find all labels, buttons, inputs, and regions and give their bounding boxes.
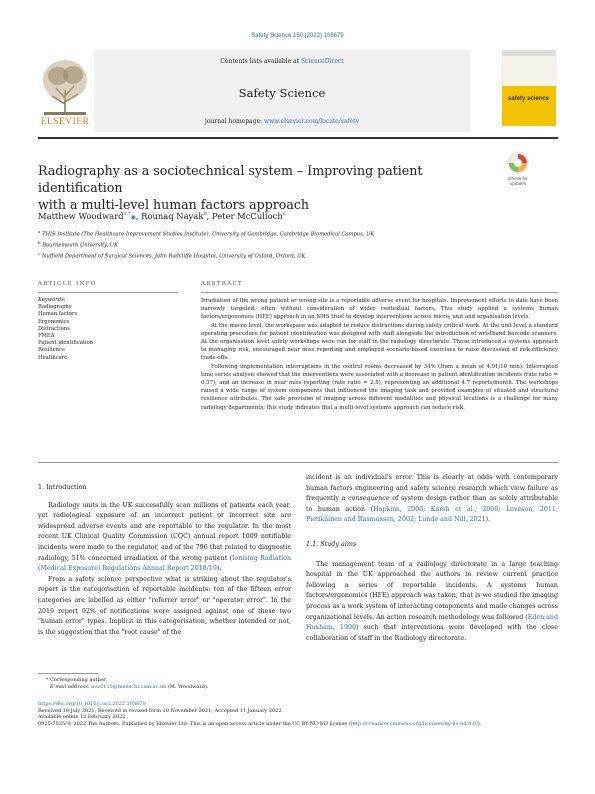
- badge-line-2: updates: [509, 181, 527, 187]
- body-paragraph: Radiology units in the UK successfully scan millions of patients each year, yet radiological exposure of an incorrect patient or incorrect site are widespread adverse events and are reportable to the regulator. In the most recent UK Clinical Quality Commission (CQC) annual report 1009 notifiable incidents were made to the regulator, and of the 796 that related to diagnostic radiology, 51% concerned irradiation of the wrong patient (Ionising Radiation (Medical Exposure) Regulations Annual Report 2018/19).: [38, 501, 291, 573]
- email-name: (M. Woodward).: [166, 683, 209, 690]
- check-for-updates-badge[interactable]: [500, 150, 536, 188]
- available-online: Available online 12 February 2022: [38, 714, 126, 721]
- abstract-paragraph: Following implementation interruptions in the control rooms decreased by 34% (from a mean of 4.91/10 min). Interrupted time series analysis showed that the interventions were associated with a decrease in patient identification incidents (rate ratio = 0.37), and an increase in near miss reporting (rate ratio = 2.5), representing an additional 4.7 reports/month. The workshops raised a wide range of system components that influenced the imaging task and provided examples of situated and structural resilience attributes. The safe provision of imaging across different modalities and physical locations is a challenge for many radiology departments; this study indicates that a multi-level systems approach can reduce risk.: [201, 363, 558, 411]
- body-paragraph: From a safety science perspective what is striking about the regulator's report is the categorisation of reportable incidents: ten of the fifteen error categories are labelled as either "referrer error" or "operator error". In the 2019 report 92% of notifications were assigned against one of these two "human error" types. Implicit in this categorisation, whether intended or not, is the suggestion that the "root cause" of the: [38, 575, 291, 636]
- publication-info: [38, 701, 558, 727]
- orcid-icon[interactable]: ◉: [130, 214, 136, 221]
- affiliation: $^c$ Nuffield Department of Surgical Sciences, John Radcliffe Hospital, University of Oxford, Oxford, UK: [38, 250, 306, 260]
- abstract-end-rule: [38, 462, 558, 463]
- affiliations: [38, 228, 558, 261]
- keyword: Patient identification: [38, 340, 94, 347]
- keyword: Ergonomics: [38, 318, 70, 325]
- affiliation: $^b$ Bournemouth University, UK: [38, 239, 118, 249]
- abstract-heading: ABSTRACT: [201, 281, 244, 287]
- citation-link[interactable]: Hopkins, 2006; Karsh et al., 2006; Leveson, 2011; Pietikäinen and Rasmussen, 2002; Lunde and Nill, 2021: [306, 505, 558, 524]
- article-info-heading: ARTICLE INFO: [38, 281, 97, 287]
- abstract-paragraph: At the macro level, the workspace was adapted to reduce distractions during safety critical work. At the unit level a standard operating procedure for patient identification was designed with staff alongside the introduction of wristband barcode scanners. At the organisation level safety workshops were run for staff in the radiology directorate. These introduced a systems approach to managing risk, encouraged near miss reporting and employed scenario-based exercises to raise discussion of risk-efficiency trade-offs.: [201, 322, 558, 362]
- author-sup[interactable]: b: [203, 211, 207, 218]
- license-text: 0925-7535/© 2022 The Authors. Published by Elsevier Ltd. This is an open access article under the CC BY-NC-ND license (http://creativecommons.org/licenses/by-nc-nd/4.0/).: [38, 720, 482, 727]
- citation-link[interactable]: Eden and Huxham, 1996: [306, 613, 558, 632]
- footnote-rule: [38, 673, 98, 674]
- body-left-column: [38, 482, 291, 638]
- author-name[interactable]: Matthew Woodward: [38, 211, 124, 221]
- badge-line-1: Check for: [508, 176, 528, 181]
- affiliation: $^a$ THIS Institute (The Healthcare Improvement Studies Institute), University of Cambridge, Cambridge Biomedical Campus, UK: [38, 229, 375, 238]
- introduction-heading: 1. Introduction: [38, 483, 87, 491]
- doi-link[interactable]: https://doi.org/10.1016/j.ssci.2022.105679: [38, 701, 146, 707]
- email-link[interactable]: mw2115@medschl.cam.ac.uk: [91, 683, 167, 690]
- abstract-paragraph: Irradiation of the wrong patient or wrong site is a reportable adverse event for hospitals. Improvement efforts to date have been narrowly targeted, often without consideration of wider contextual factors. This study applied a systems human factors/ergonomics (HFE) approach in an NHS trust to develop interventions across micro, unit and organisation levels.: [201, 298, 558, 321]
- keyword: Distractions: [38, 325, 70, 332]
- crossmark-icon: [500, 150, 536, 176]
- abstract-text: [201, 297, 558, 412]
- abstract-rule: [201, 292, 558, 293]
- cover-image-icon: [502, 50, 556, 126]
- journal-reference[interactable]: Safety Science 150 (2022) 105679: [251, 33, 344, 39]
- keyword: Human factors: [38, 311, 78, 318]
- email-label: E-mail address:: [50, 683, 92, 690]
- keyword: FMEA: [38, 333, 55, 340]
- cover-title: safety science: [508, 96, 550, 102]
- homepage-line: [94, 118, 470, 125]
- citation-link[interactable]: Ionising Radiation (Medical Exposure) Regulations Annual Report 2018/19: [38, 554, 291, 573]
- journal-cover: [502, 50, 556, 126]
- article-title: [38, 162, 488, 213]
- author-name[interactable]: Peter McCulloch: [211, 211, 283, 221]
- author-name[interactable]: Rounaq Nayak: [141, 211, 204, 221]
- body-paragraph: incident is an individual's error. This is clearly at odds with contemporary human factors engineering and safety science research which view failure as frequently a consequence of system design rather than as solely attributable to human action (Hopkins, 2006; Karsh et al., 2006; Leveson, 2011; Pietikäinen and Rasmussen, 2002; Lunde and Nill, 2021).: [306, 474, 558, 524]
- license-link[interactable]: http://creativecommons.org/licenses/by-nc-nd/4.0/: [350, 720, 478, 727]
- body-right-column: [306, 473, 558, 644]
- keywords-label: Keywords:: [38, 297, 66, 303]
- author-sup[interactable]: a,*: [123, 211, 131, 218]
- corresponding-author-note: [38, 677, 558, 690]
- keyword: Healthcare: [38, 354, 68, 361]
- keyword: Resilience: [38, 347, 66, 354]
- homepage-prefix: journal homepage:: [205, 118, 264, 125]
- received-dates: Received 10 July 2021; Received in revised form 10 November 2021; Accepted 11 January 2022: [38, 707, 282, 714]
- header-divider: [38, 137, 558, 139]
- homepage-link[interactable]: www.elsevier.com/locate/safety: [263, 118, 359, 125]
- study-aims-heading: 1.1. Study aims: [306, 539, 357, 548]
- elsevier-logo: [38, 50, 92, 132]
- title-line-1: Radiography as a sociotechnical system – Improving patient identification: [38, 163, 423, 195]
- keyword: Radiography: [38, 304, 72, 311]
- contents-line: [94, 58, 470, 65]
- sciencedirect-link[interactable]: ScienceDirect: [301, 58, 344, 65]
- body-paragraph: The management team of a radiology directorate in a large teaching hospital in the UK approached the authors to review current practice following a series of reportable incidents. A systems human factors/ergonomics (HFE) approach was taken, that is we studied the imaging process as a work system of interacting components and made changes across organizational levels. An action research methodology was followed (Eden and Huxham, 1996) such that interventions were developed with the close collaboration of staff in the Radiology directorate.: [306, 560, 558, 642]
- journal-title: Safety Science: [238, 86, 326, 100]
- author-list: Matthew Woodward$^{a,*}$◉, Rounaq Nayak$^b$, Peter McCulloch$^c$: [38, 211, 286, 221]
- corr-label: * Corresponding author.: [46, 677, 108, 683]
- keywords-block: [38, 297, 178, 362]
- author-sup[interactable]: c: [282, 211, 286, 218]
- publisher-name: ELSEVIER: [40, 116, 90, 127]
- contents-prefix: Contents lists available at: [220, 58, 302, 65]
- title-line-2: with a multi-level human factors approach: [38, 197, 310, 212]
- article-info-rule: [38, 292, 178, 293]
